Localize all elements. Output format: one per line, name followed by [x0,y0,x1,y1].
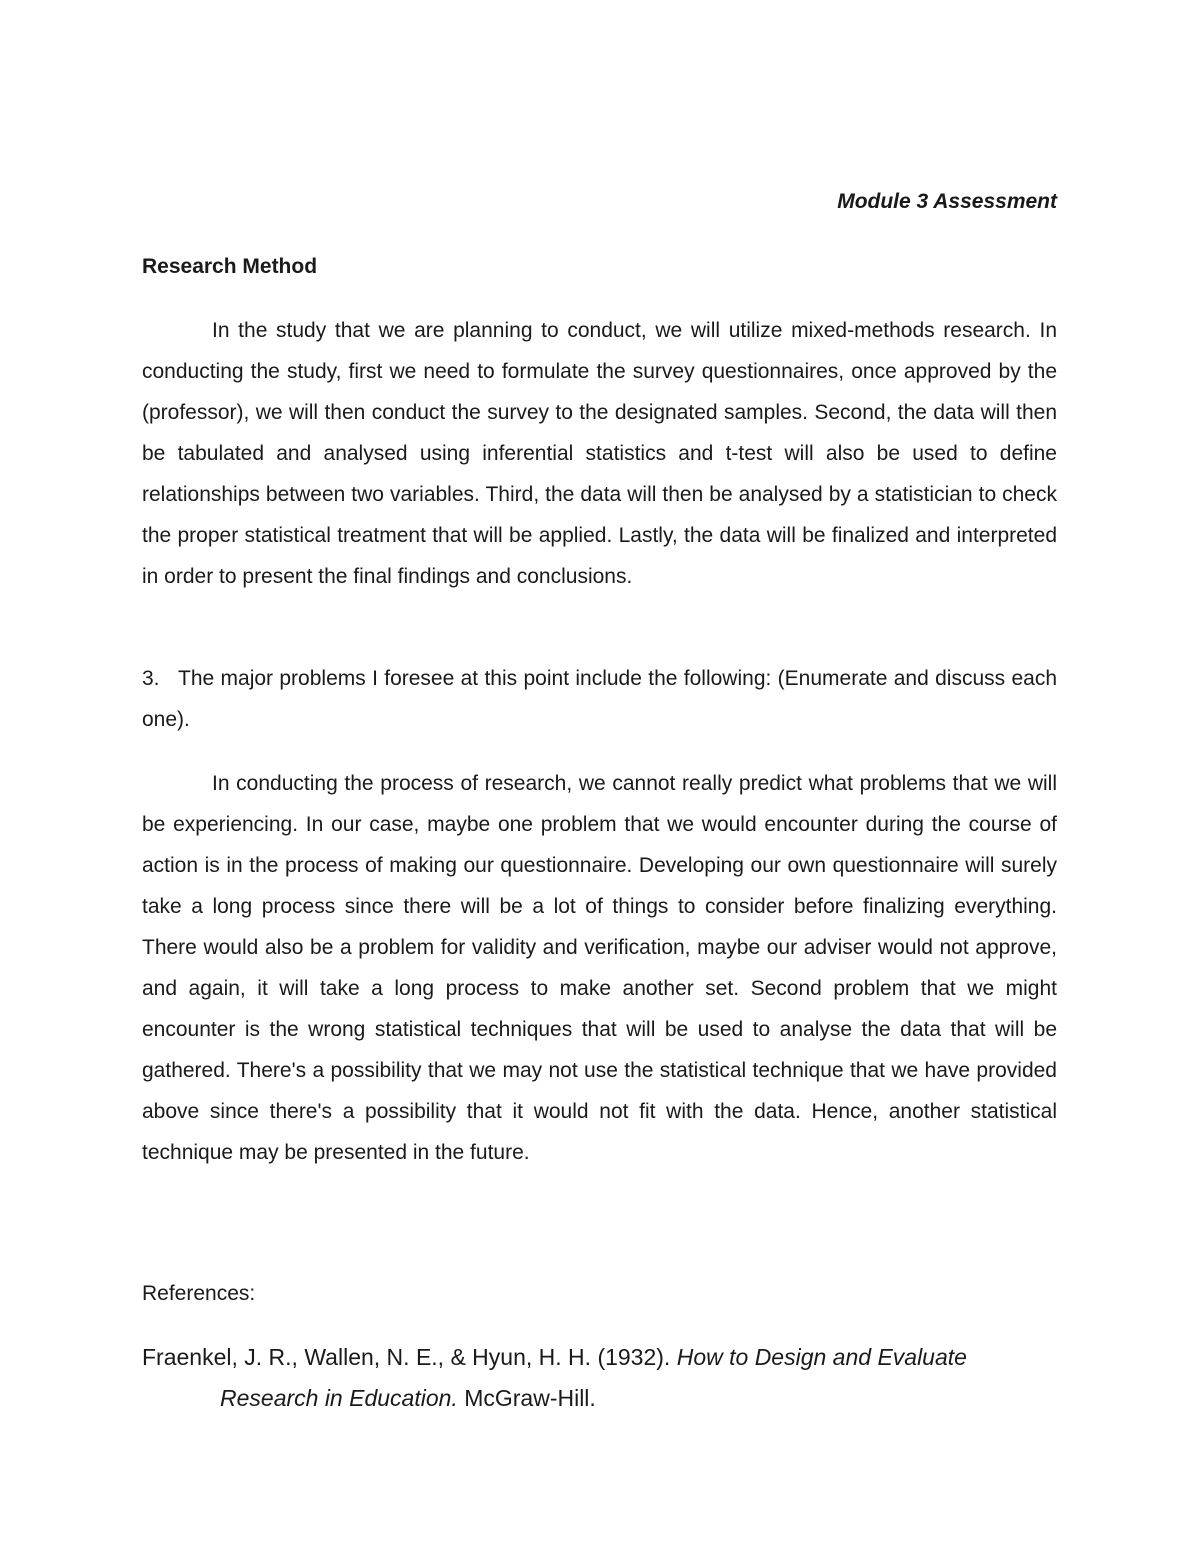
document-title: Module 3 Assessment [837,190,1057,213]
method-paragraph: In the study that we are planning to conduct, we will utilize mixed-methods research. In conducting the study, first we need to formulate the survey questionnaires, once approved by the (professor), we will then conduct the survey to the designated samples. Second, the data will then be tabulated and analysed using inferential statistics and t-test will also be used to define relationships between two variables. Third, the data will then be analysed by a statistician to check the proper statistical treatment that will be applied. Lastly, the data will be finalized and interpreted in order to present the final findings and conclusions. [142,319,1057,588]
section-heading: Research Method [142,255,318,278]
references-label: References: [142,1282,256,1305]
item-paragraph [142,658,1057,740]
reference-authors: Fraenkel, J. R., Wallen, N. E., & Hyun, H. H. (1932). [142,1344,677,1370]
reference-entry [142,1337,1057,1419]
reference-title: How to Design and Evaluate Research in Education. [220,1344,967,1411]
item-text: The major problems I foresee at this point include the following: (Enumerate and discuss each one). [142,667,1057,731]
problems-paragraph: In conducting the process of research, we cannot really predict what problems that we will be experiencing. In our case, maybe one problem that we would encounter during the course of action is in the process of making our questionnaire. Developing our own questionnaire will surely take a long process since there will be a lot of things to consider before finalizing everything. There would also be a problem for validity and verification, maybe our adviser would not approve, and again, it will take a long process to make another set. Second problem that we might encounter is the wrong statistical techniques that will be used to analyse the data that will be gathered. There's a possibility that we may not use the statistical technique that we have provided above since there's a possibility that it would not fit with the data. Hence, another statistical technique may be presented in the future. [142,772,1057,1164]
item-number: 3. [142,667,160,690]
reference-publisher: McGraw-Hill. [457,1385,596,1411]
